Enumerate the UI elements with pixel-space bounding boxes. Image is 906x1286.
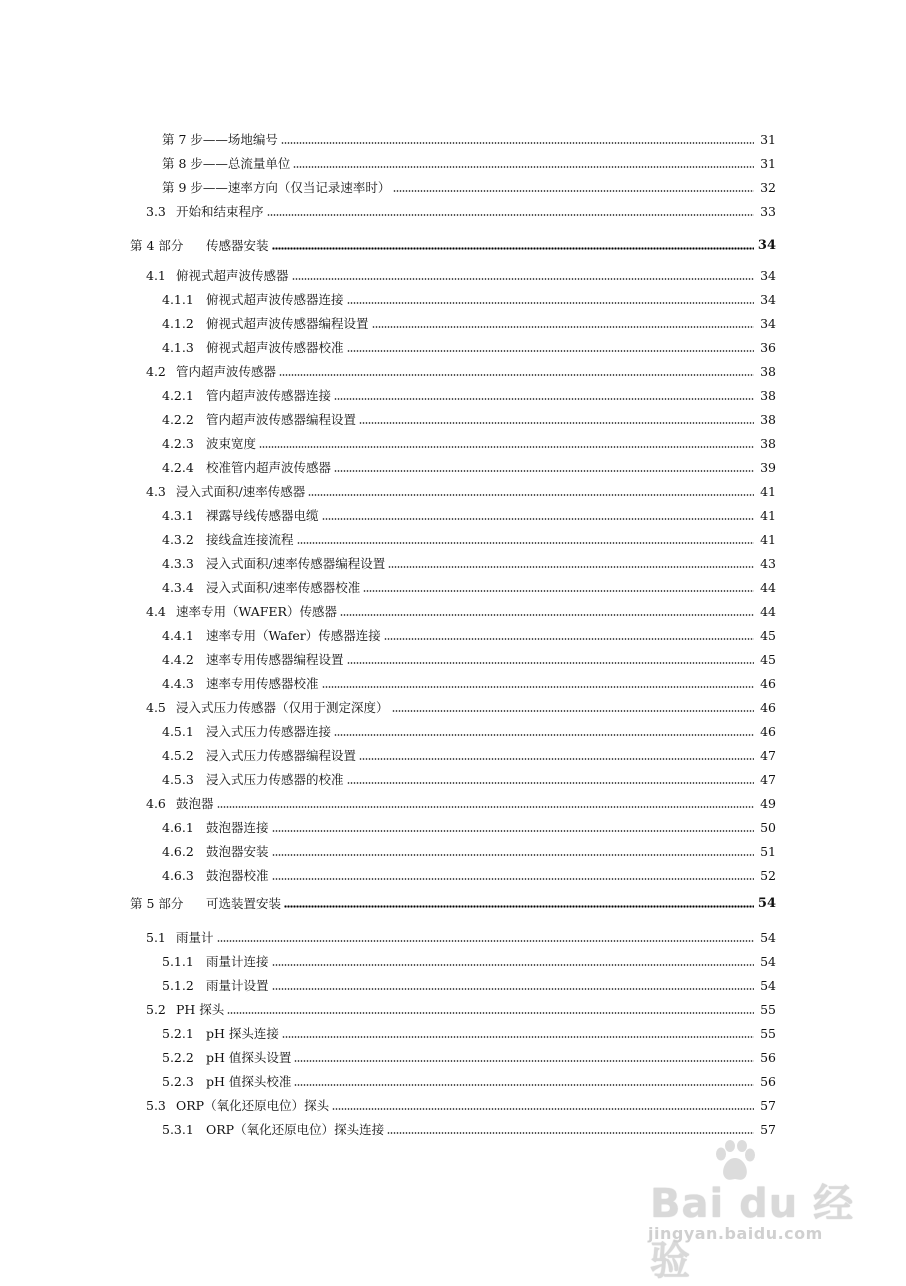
- toc-subsection-row[interactable]: [162, 974, 776, 994]
- toc-entry-title: ORP（氧化还原电位）探头: [176, 1098, 330, 1113]
- toc-entry-number: 4.6: [146, 796, 166, 811]
- toc-entry-title: 裸露导线传感器电缆: [206, 508, 319, 523]
- toc-entry-number: 5.2.2: [162, 1050, 194, 1065]
- watermark-site: jingyan.baidu.com: [648, 1224, 823, 1243]
- toc-entry-number: 4.6.1: [162, 820, 194, 835]
- dot-leader: [272, 247, 754, 250]
- toc-entry-title: 速率专用（WAFER）传感器: [176, 604, 337, 619]
- toc-section-row[interactable]: [146, 200, 776, 220]
- toc-entry-number: 第 9 步——速率方向（仅当记录速率时）: [162, 180, 391, 195]
- toc-page-number: 55: [760, 1026, 776, 1041]
- toc-subsection-row[interactable]: [162, 1022, 776, 1042]
- toc-page-number: 31: [760, 156, 776, 171]
- toc-page-number: 43: [760, 556, 776, 571]
- dot-leader: [308, 494, 754, 496]
- toc-entry-number: 5.1: [146, 930, 166, 945]
- dot-leader: [322, 518, 754, 520]
- toc-entry-number: 4.2.2: [162, 412, 194, 427]
- toc-subsection-row[interactable]: [162, 336, 776, 356]
- toc-entry-number: 5.3.1: [162, 1122, 194, 1137]
- dot-leader: [387, 1132, 754, 1134]
- dot-leader: [334, 398, 754, 400]
- toc-page-number: 32: [760, 180, 776, 195]
- toc-page-number: 41: [760, 484, 776, 499]
- toc-entry-title: 开始和结束程序: [176, 204, 264, 219]
- toc-page-number: 34: [757, 238, 776, 253]
- toc-entry-title: 雨量计设置: [206, 978, 269, 993]
- dot-leader: [384, 638, 754, 640]
- toc-subsection-row[interactable]: [162, 312, 776, 332]
- toc-part-row[interactable]: [130, 892, 776, 912]
- toc-entry-title: pH 值探头设置: [206, 1050, 292, 1065]
- toc-subsection-row[interactable]: [162, 528, 776, 548]
- toc-entry-number: 5.2.1: [162, 1026, 194, 1041]
- toc-subsection-row[interactable]: [162, 672, 776, 692]
- toc-entry-number: 4.4: [146, 604, 166, 619]
- toc-entry-title: 俯视式超声波传感器: [176, 268, 289, 283]
- toc-section-row[interactable]: [146, 998, 776, 1018]
- dot-leader: [332, 1108, 754, 1110]
- toc-entry-title: 速率专用传感器校准: [206, 676, 319, 691]
- toc-subsection-row[interactable]: [162, 128, 776, 148]
- toc-subsection-row[interactable]: [162, 720, 776, 740]
- toc-page-number: 54: [757, 896, 776, 911]
- toc-entry-number: 4.5: [146, 700, 166, 715]
- toc-entry-title: 俯视式超声波传感器编程设置: [206, 316, 369, 331]
- toc-subsection-row[interactable]: [162, 552, 776, 572]
- dot-leader: [272, 830, 754, 832]
- toc-subsection-row[interactable]: [162, 288, 776, 308]
- toc-entry-number: 5.2: [146, 1002, 166, 1017]
- toc-page-number: 41: [760, 508, 776, 523]
- toc-subsection-row[interactable]: [162, 576, 776, 596]
- toc-subsection-row[interactable]: [162, 384, 776, 404]
- toc-entry-number: 4.2.4: [162, 460, 194, 475]
- toc-entry-title: 雨量计连接: [206, 954, 269, 969]
- dot-leader: [359, 422, 754, 424]
- toc-entry-title: pH 值探头校准: [206, 1074, 292, 1089]
- dot-leader: [217, 940, 754, 942]
- toc-page-number: 55: [760, 1002, 776, 1017]
- toc-page-number: 52: [760, 868, 776, 883]
- dot-leader: [227, 1012, 754, 1014]
- toc-page-number: 41: [760, 532, 776, 547]
- toc-entry-number: 4.3.2: [162, 532, 194, 547]
- toc-page-number: 45: [760, 628, 776, 643]
- toc-entry-number: 4.4.1: [162, 628, 194, 643]
- toc-page-number: 57: [760, 1098, 776, 1113]
- dot-leader: [272, 988, 754, 990]
- dot-leader: [388, 566, 754, 568]
- toc-page-number: 38: [760, 388, 776, 403]
- toc-entry-title: 管内超声波传感器连接: [206, 388, 332, 403]
- toc-page-number: 38: [760, 364, 776, 379]
- toc-page-number: 38: [760, 436, 776, 451]
- toc-entry-number: 第 4 部分: [130, 238, 184, 253]
- toc-subsection-row[interactable]: [162, 152, 776, 172]
- toc-entry-title: ORP（氧化还原电位）探头连接: [206, 1122, 385, 1137]
- toc-subsection-row[interactable]: [162, 432, 776, 452]
- toc-entry-number: 5.1.1: [162, 954, 194, 969]
- toc-entry-number: 4.3.4: [162, 580, 194, 595]
- dot-leader: [347, 782, 754, 784]
- toc-entry-number: 4.4.3: [162, 676, 194, 691]
- toc-entry-number: 4.2.1: [162, 388, 194, 403]
- toc-subsection-row[interactable]: [162, 648, 776, 668]
- toc-page-number: 36: [760, 340, 776, 355]
- dot-leader: [279, 374, 754, 376]
- toc-page-number: 46: [760, 724, 776, 739]
- dot-leader: [334, 470, 754, 472]
- toc-page-number: 46: [760, 676, 776, 691]
- dot-leader: [322, 686, 754, 688]
- toc-entry-title: 速率专用传感器编程设置: [206, 652, 344, 667]
- toc-entry-title: 浸入式压力传感器编程设置: [206, 748, 357, 763]
- toc-subsection-row[interactable]: [162, 864, 776, 884]
- toc-entry-number: 4.5.1: [162, 724, 194, 739]
- dot-leader: [347, 662, 754, 664]
- dot-leader: [372, 326, 754, 328]
- toc-page-number: 44: [760, 604, 776, 619]
- toc-entry-title: 浸入式面积/速率传感器: [176, 484, 306, 499]
- dot-leader: [297, 542, 754, 544]
- dot-leader: [267, 214, 754, 216]
- toc-page-number: 34: [760, 316, 776, 331]
- toc-entry-number: 4.3.3: [162, 556, 194, 571]
- toc-entry-title: 管内超声波传感器: [176, 364, 277, 379]
- toc-entry-title: 俯视式超声波传感器连接: [206, 292, 344, 307]
- toc-subsection-row[interactable]: [162, 1046, 776, 1066]
- dot-leader: [281, 142, 754, 144]
- toc-page-number: 57: [760, 1122, 776, 1137]
- toc-section-row[interactable]: [146, 360, 776, 380]
- baidu-jingyan-watermark: [640, 1140, 890, 1284]
- toc-page-number: 34: [760, 292, 776, 307]
- toc-subsection-row[interactable]: [162, 176, 776, 196]
- toc-page-number: 45: [760, 652, 776, 667]
- toc-entry-number: 4.6.2: [162, 844, 194, 859]
- toc-entry-title: 浸入式压力传感器连接: [206, 724, 332, 739]
- dot-leader: [359, 758, 754, 760]
- toc-entry-number: 4.2.3: [162, 436, 194, 451]
- dot-leader: [340, 614, 754, 616]
- toc-entry-number: 第 7 步——场地编号: [162, 132, 278, 147]
- toc-entry-title: 浸入式压力传感器的校准: [206, 772, 344, 787]
- dot-leader: [292, 278, 754, 280]
- toc-entry-number: 4.3.1: [162, 508, 194, 523]
- toc-entry-number: 4.6.3: [162, 868, 194, 883]
- toc-page-number: 31: [760, 132, 776, 147]
- dot-leader: [294, 1060, 754, 1062]
- dot-leader: [272, 854, 754, 856]
- dot-leader: [347, 350, 754, 352]
- toc-page-number: 50: [760, 820, 776, 835]
- toc-page-number: 56: [760, 1050, 776, 1065]
- toc-subsection-row[interactable]: [162, 744, 776, 764]
- toc-page-number: 33: [760, 204, 776, 219]
- toc-entry-title: 速率专用（Wafer）传感器连接: [206, 628, 381, 643]
- toc-page-number: 38: [760, 412, 776, 427]
- toc-page-number: 49: [760, 796, 776, 811]
- toc-entry-number: 第 5 部分: [130, 896, 184, 911]
- toc-entry-title: 传感器安装: [206, 238, 269, 253]
- toc-entry-title: 波束宽度: [206, 436, 257, 451]
- toc-page-number: 44: [760, 580, 776, 595]
- toc-entry-number: 4.1.1: [162, 292, 194, 307]
- dot-leader: [363, 590, 754, 592]
- toc-part-row[interactable]: [130, 234, 776, 254]
- toc-entry-title: 浸入式压力传感器（仅用于测定深度）: [176, 700, 389, 715]
- toc-entry-number: 4.3: [146, 484, 166, 499]
- toc-page-number: 54: [760, 930, 776, 945]
- toc-subsection-row[interactable]: [162, 950, 776, 970]
- dot-leader: [259, 446, 754, 448]
- toc-entry-title: 接线盒连接流程: [206, 532, 294, 547]
- toc-entry-number: 5.1.2: [162, 978, 194, 993]
- toc-entry-number: 4.1.2: [162, 316, 194, 331]
- dot-leader: [272, 878, 754, 880]
- toc-section-row[interactable]: [146, 926, 776, 946]
- dot-leader: [272, 964, 754, 966]
- toc-subsection-row[interactable]: [162, 816, 776, 836]
- toc-page-number: 39: [760, 460, 776, 475]
- toc-entry-number: 3.3: [146, 204, 166, 219]
- toc-section-row[interactable]: [146, 480, 776, 500]
- toc-entry-number: 4.5.2: [162, 748, 194, 763]
- toc-entry-title: 俯视式超声波传感器校准: [206, 340, 344, 355]
- watermark-brand: Bai du 经验: [650, 1181, 855, 1284]
- toc-entry-title: 鼓泡器安装: [206, 844, 269, 859]
- toc-entry-title: 可选装置安装: [206, 896, 282, 911]
- dot-leader: [293, 166, 754, 168]
- toc-entry-title: 校准管内超声波传感器: [206, 460, 332, 475]
- toc-entry-number: 5.3: [146, 1098, 166, 1113]
- toc-page-number: 34: [760, 268, 776, 283]
- toc-subsection-row[interactable]: [162, 840, 776, 860]
- toc-subsection-row[interactable]: [162, 504, 776, 524]
- dot-leader: [392, 710, 754, 712]
- toc-subsection-row[interactable]: [162, 624, 776, 644]
- toc-subsection-row[interactable]: [162, 1070, 776, 1090]
- toc-section-row[interactable]: [146, 792, 776, 812]
- toc-entry-number: 4.1: [146, 268, 166, 283]
- dot-leader: [282, 1036, 754, 1038]
- dot-leader: [347, 302, 754, 304]
- toc-entry-title: 雨量计: [176, 930, 214, 945]
- toc-subsection-row[interactable]: [162, 408, 776, 428]
- toc-section-row[interactable]: [146, 264, 776, 284]
- toc-page-number: 54: [760, 954, 776, 969]
- toc-entry-title: 鼓泡器校准: [206, 868, 269, 883]
- toc-entry-title: 管内超声波传感器编程设置: [206, 412, 357, 427]
- toc-entry-number: 4.4.2: [162, 652, 194, 667]
- toc-page-number: 47: [760, 772, 776, 787]
- toc-subsection-row[interactable]: [162, 768, 776, 788]
- toc-entry-title: PH 探头: [176, 1002, 225, 1017]
- toc-section-row[interactable]: [146, 1094, 776, 1114]
- toc-subsection-row[interactable]: [162, 1118, 776, 1138]
- dot-leader: [294, 1084, 754, 1086]
- toc-page-number: 56: [760, 1074, 776, 1089]
- toc-page-number: 46: [760, 700, 776, 715]
- toc-entry-number: 4.1.3: [162, 340, 194, 355]
- toc-section-row[interactable]: [146, 600, 776, 620]
- toc-entry-title: 鼓泡器连接: [206, 820, 269, 835]
- dot-leader: [393, 190, 754, 192]
- toc-entry-number: 4.5.3: [162, 772, 194, 787]
- toc-entry-title: 浸入式面积/速率传感器编程设置: [206, 556, 386, 571]
- toc-section-row[interactable]: [146, 696, 776, 716]
- dot-leader: [217, 806, 754, 808]
- toc-entry-title: 鼓泡器: [176, 796, 214, 811]
- toc-page-number: 54: [760, 978, 776, 993]
- toc-entry-number: 5.2.3: [162, 1074, 194, 1089]
- toc-page-number: 51: [760, 844, 776, 859]
- toc-entry-title: pH 探头连接: [206, 1026, 279, 1041]
- toc-subsection-row[interactable]: [162, 456, 776, 476]
- dot-leader: [334, 734, 754, 736]
- toc-page-number: 47: [760, 748, 776, 763]
- toc-entry-number: 4.2: [146, 364, 166, 379]
- toc-entry-number: 第 8 步——总流量单位: [162, 156, 291, 171]
- dot-leader: [284, 905, 754, 908]
- toc-entry-title: 浸入式面积/速率传感器校准: [206, 580, 361, 595]
